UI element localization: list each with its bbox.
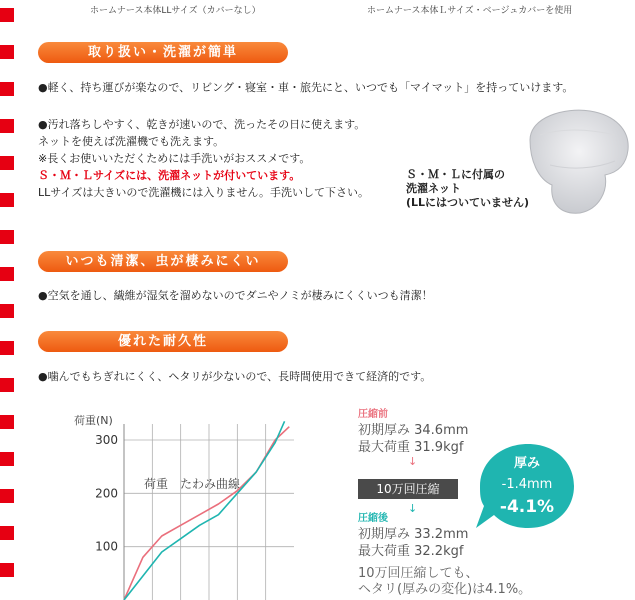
laundry-net-note-3: (LLにはついていません): [406, 196, 530, 209]
caption-right: ホームナース本体Ｌサイズ・ベージュカバーを使用: [367, 6, 573, 16]
bubble-mm: -1.4mm: [501, 477, 553, 492]
handling-line-1: ● 軽く、持ち運びが楽なので、リビング・寝室・車・旅先にと、いつでも「マイマット」を持っていけます。: [38, 79, 573, 96]
result-note-1: 10万回圧縮しても、: [358, 566, 479, 581]
edge-marker: [0, 119, 14, 133]
handling-line-4: ※長くお使いいただくためには手洗いがおススメです。: [38, 152, 311, 165]
edge-marker: [0, 8, 14, 22]
after-label: 圧縮後: [358, 513, 388, 524]
chart-ylabel: 荷重(N): [74, 414, 113, 427]
edge-marker: [0, 415, 14, 429]
laundry-net-image: [520, 105, 632, 217]
arrow-down-icon: ↓: [408, 455, 418, 468]
after-load: 最大荷重 32.2kgf: [358, 544, 464, 559]
result-note-2: ヘタリ(厚みの変化)は4.1%。: [358, 582, 532, 597]
y-tick-label: 300: [95, 433, 118, 447]
before-load: 最大荷重 31.9kgf: [358, 440, 464, 455]
thickness-change-bubble: [470, 440, 582, 536]
load-deflection-chart: [66, 402, 306, 600]
edge-markers: [0, 0, 14, 600]
edge-marker: [0, 193, 14, 207]
edge-marker: [0, 563, 14, 577]
edge-marker: [0, 378, 14, 392]
edge-marker: [0, 156, 14, 170]
edge-marker: [0, 82, 14, 96]
section-title-clean: いつも清潔、虫が棲みにくい: [38, 251, 288, 272]
edge-marker: [0, 45, 14, 59]
section-title-handling: 取り扱い・洗濯が簡単: [38, 42, 288, 63]
laundry-net-note-2: 洗濯ネット: [406, 182, 461, 195]
edge-marker: [0, 489, 14, 503]
bubble-pct: -4.1%: [499, 497, 555, 517]
caption-left: ホームナース本体LLサイズ（カバーなし）: [90, 6, 261, 16]
y-tick-label: 100: [95, 539, 118, 554]
clean-line-1: ● 空気を通し、繊維が湿気を溜めないのでダニやノミが棲みにくくいつも清潔！: [38, 287, 433, 304]
series-line-1: [124, 427, 289, 600]
laundry-net-note: [406, 168, 529, 210]
handling-line-3: ネットを使えば洗濯機でも洗えます。: [38, 135, 225, 148]
series-line-2: [124, 421, 285, 600]
bubble-title: 厚み: [513, 456, 541, 471]
edge-marker: [0, 452, 14, 466]
y-tick-label: 200: [95, 486, 118, 501]
laundry-net-note-1: Ｓ・Ｍ・Ｌに付属の: [406, 168, 505, 181]
edge-marker: [0, 230, 14, 244]
handling-line-6: LLサイズは大きいので洗濯機には入りません。手洗いして下さい。: [38, 186, 370, 199]
arrow-down-icon-2: ↓: [408, 502, 418, 515]
after-thickness: 初期厚み 33.2mm: [358, 527, 469, 542]
durability-line-1: ● 噛んでもちぎれにくく、ヘタリが少ないので、長時間使用できて経済的です。: [38, 368, 431, 385]
edge-marker: [0, 267, 14, 281]
edge-marker: [0, 341, 14, 355]
edge-marker: [0, 526, 14, 540]
handling-line-5: Ｓ・Ｍ・Ｌサイズには、洗濯ネットが付いています。: [38, 169, 301, 182]
edge-marker: [0, 304, 14, 318]
process-badge: 10万回圧縮: [358, 479, 458, 499]
before-label: 圧縮前: [358, 409, 388, 420]
before-thickness: 初期厚み 34.6mm: [358, 423, 469, 438]
section-title-durability: 優れた耐久性: [38, 331, 288, 352]
chart-title: 荷重 たわみ曲線: [144, 477, 241, 491]
handling-line-2: ● 汚れ落ちしやすく、乾きが速いので、洗ったその日に使えます。: [38, 116, 365, 133]
